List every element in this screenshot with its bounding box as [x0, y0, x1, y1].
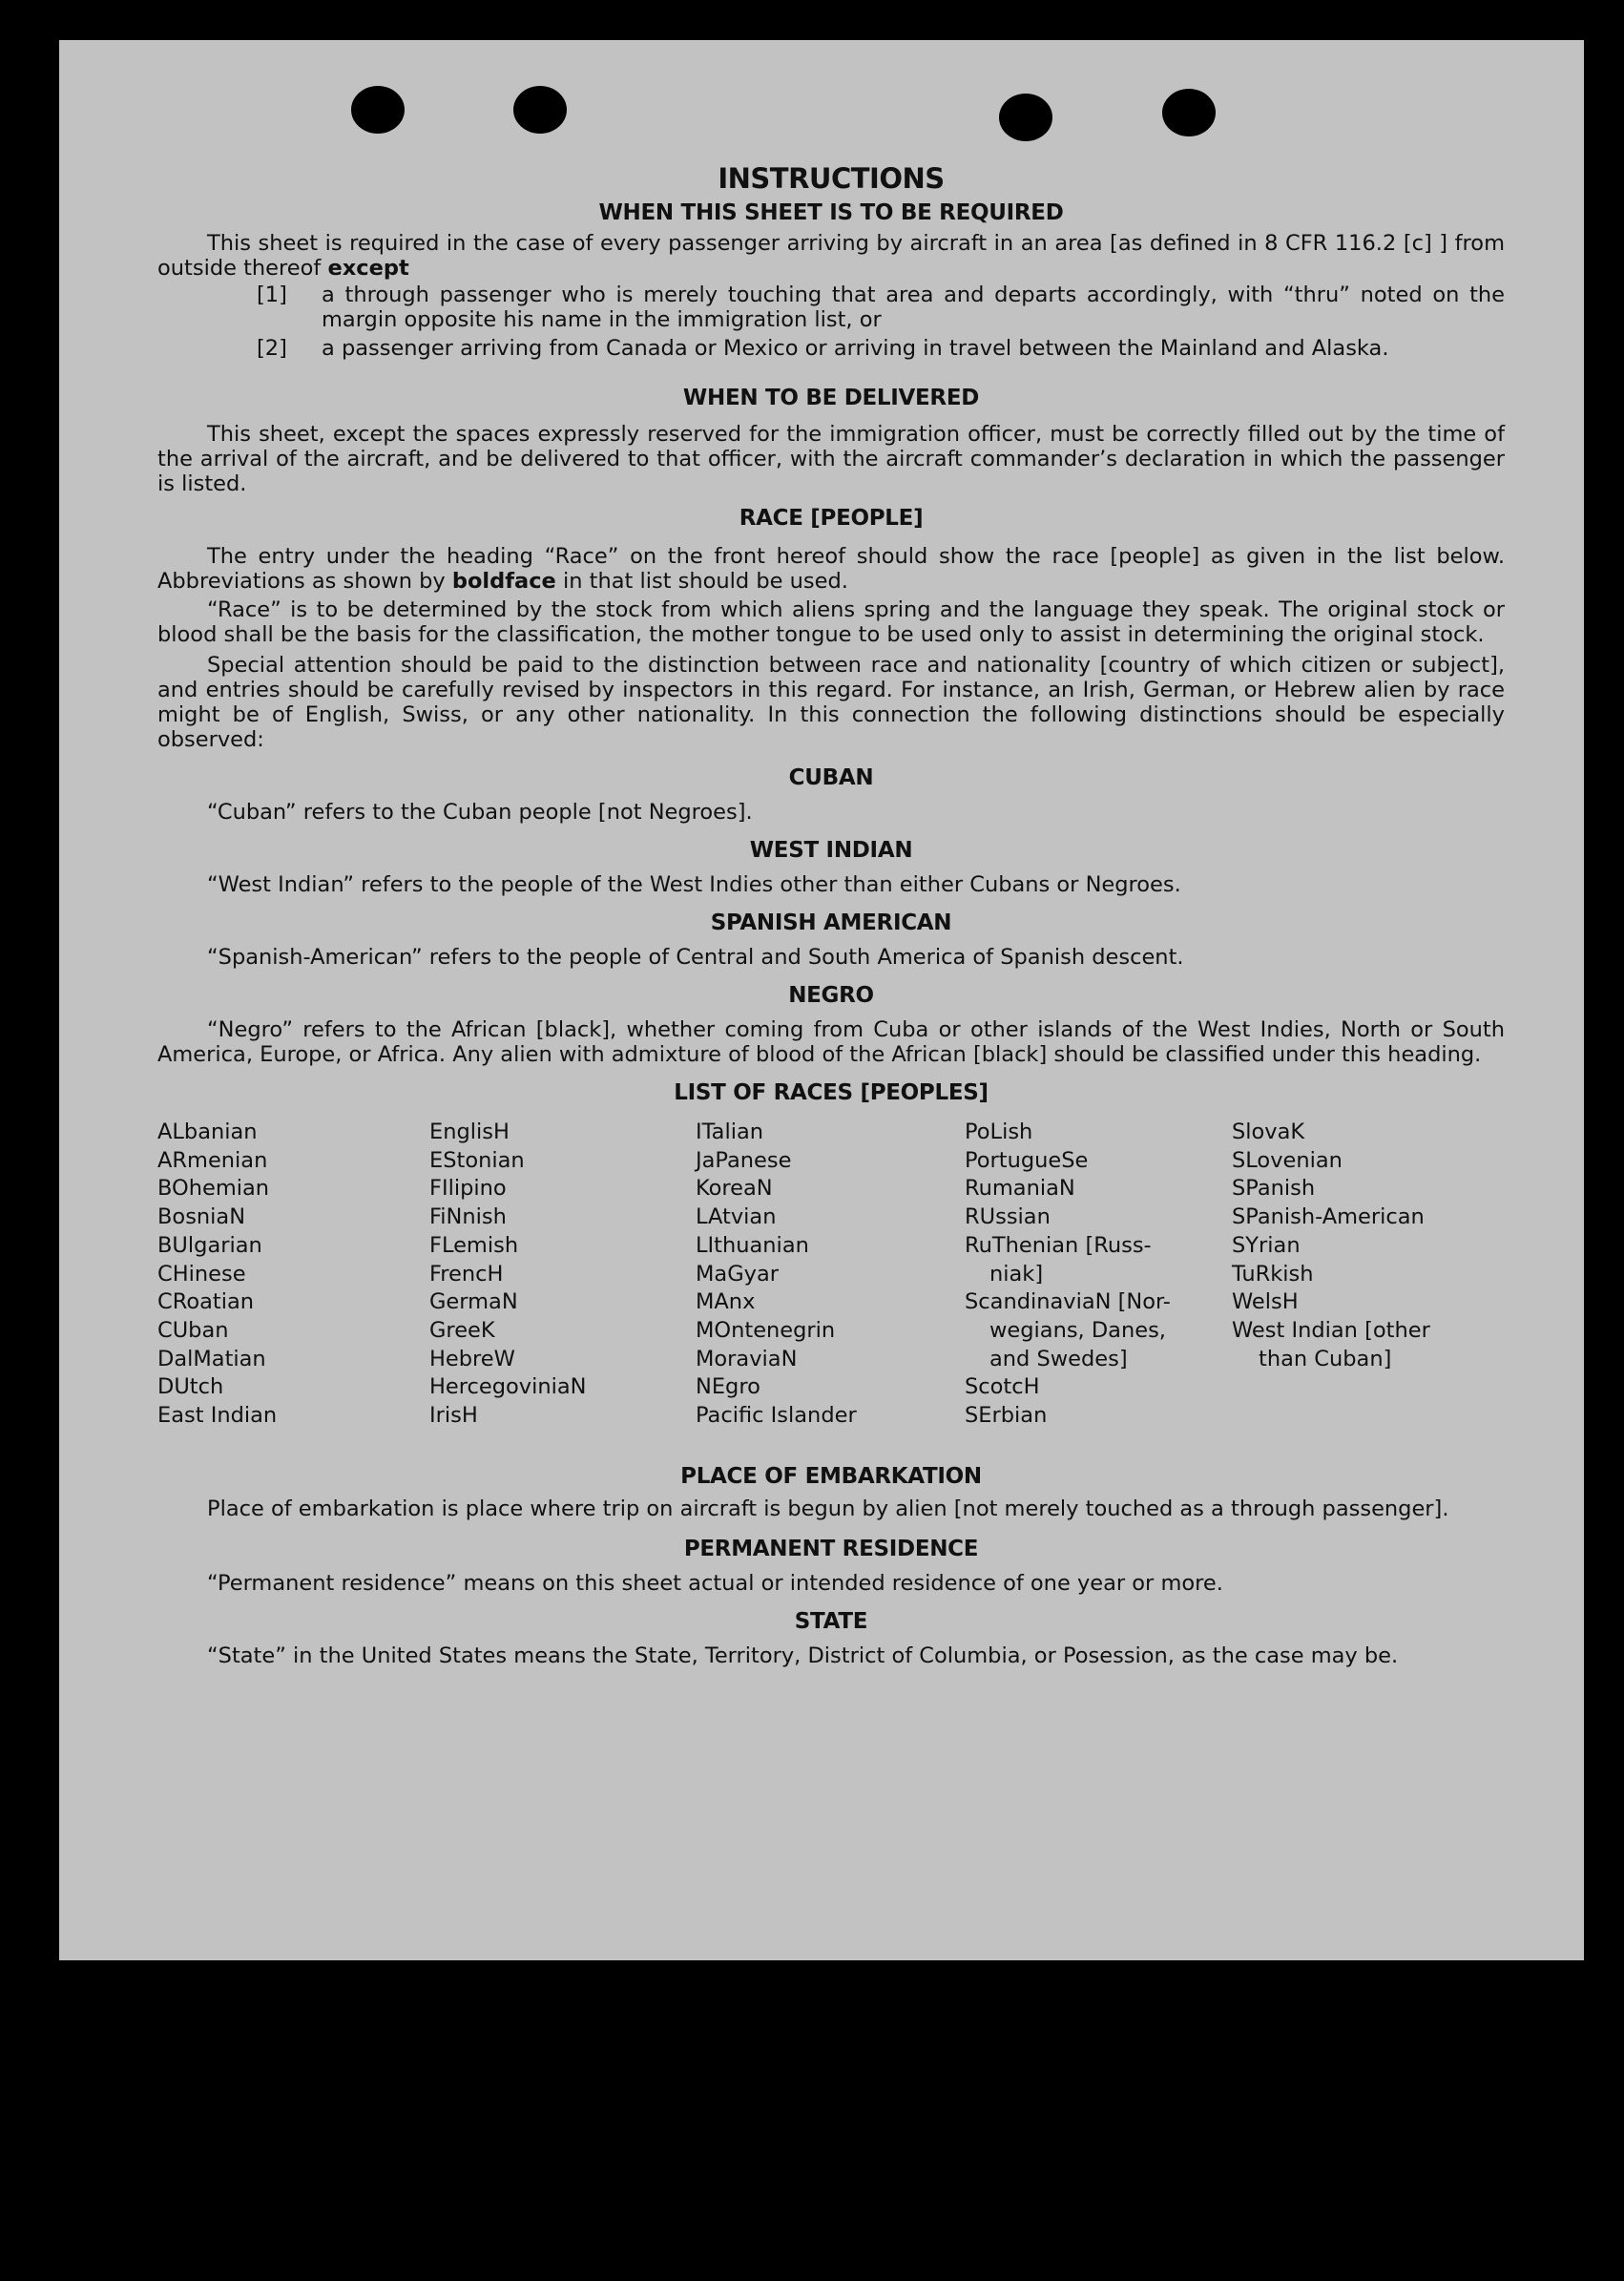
spanish-american-text: “Spanish-American” refers to the people of Central and South America of Spanish descent.: [207, 945, 1184, 970]
race-entry: EnglisH: [429, 1120, 510, 1144]
page-title: INSTRUCTIONS: [718, 162, 945, 195]
races-column: [429, 1119, 586, 1431]
race-entry: ALbanian: [157, 1120, 258, 1144]
race-paragraph-1: [157, 544, 1505, 594]
race-entry: RumaniaN: [965, 1176, 1075, 1202]
item-number: [1]: [257, 283, 287, 307]
punch-hole: [999, 94, 1052, 141]
race-entry: FiNnish: [429, 1204, 507, 1230]
race-entry: MaGyar: [696, 1261, 779, 1287]
west-indian-text: “West Indian” refers to the people of the West Indies other than either Cubans or Negroes.: [207, 872, 1181, 897]
race-entry: GermaN: [429, 1289, 518, 1315]
punch-hole: [513, 86, 567, 134]
heading-state: STATE: [794, 1609, 868, 1634]
heading-west-indian: WEST INDIAN: [749, 838, 913, 863]
item-text: a passenger arriving from Canada or Mexico or arriving in travel between the Mainland and Alaska.: [322, 336, 1389, 361]
item-number: [2]: [257, 336, 287, 361]
race-entry: FrencH: [429, 1261, 504, 1287]
race-entry: BosniaN: [157, 1204, 246, 1230]
race-entry: WelsH: [1232, 1289, 1299, 1315]
race-entry: LIthuanian: [696, 1232, 809, 1258]
punch-hole: [1162, 89, 1216, 136]
race-paragraph-2: “Race” is to be determined by the stock from which aliens spring and the language they speak. The original stock or blood shall be the basis for the classification, the mother tongue to be used only to assist in determining the original stock.: [157, 597, 1505, 647]
negro-text: “Negro” refers to the African [black], whether coming from Cuba or other islands of the West Indies, North or South America, Europe, or Africa. Any alien with admixture of blood of the African [black] should be classified under this heading.: [157, 1017, 1505, 1067]
race-entry: RUssian: [965, 1204, 1051, 1230]
race-entry: HebreW: [429, 1346, 515, 1371]
when-delivered-text: This sheet, except the spaces expressly reserved for the immigration officer, must be correctly filled out by the time of the arrival of the aircraft, and be delivered to that officer, with the aircraft commander’s declaration in which the passenger is listed.: [157, 422, 1505, 496]
race-entry: NEgro: [696, 1374, 760, 1400]
item-text: a through passenger who is merely touching that area and departs accordingly, with “thru” noted on the margin opposite his name in the immigration list, or: [322, 283, 1505, 332]
race-entry: DUtch: [157, 1374, 224, 1400]
punch-hole: [351, 86, 405, 134]
races-column: [1232, 1119, 1430, 1373]
race-entry: CHinese: [157, 1261, 246, 1287]
race-entry: Pacific Islander: [696, 1403, 857, 1429]
race-entry: PoLish: [965, 1120, 1033, 1144]
race-entry: than Cuban]: [1259, 1346, 1392, 1371]
race-entry: East Indian: [157, 1403, 278, 1429]
document-page: [59, 40, 1584, 1960]
race-entry: niak]: [989, 1261, 1044, 1287]
race-entry: CRoatian: [157, 1289, 255, 1315]
race-entry: PortugueSe: [965, 1147, 1089, 1173]
race-entry: TuRkish: [1232, 1261, 1314, 1287]
race-entry: FIlipino: [429, 1176, 507, 1202]
race-entry: FLemish: [429, 1232, 519, 1258]
list-item: [157, 283, 1505, 332]
race-entry: SPanish-American: [1232, 1204, 1425, 1230]
race-entry: ARmenian: [157, 1147, 268, 1173]
intro-text: This sheet is required in the case of every passenger arriving by aircraft in an area [as defined in 8 CFR 116.2 [c] ] from outside thereof: [157, 231, 1505, 281]
heading-when-delivered: WHEN TO BE DELIVERED: [682, 386, 980, 410]
race-entry: ScotcH: [965, 1374, 1040, 1400]
race-entry: CUban: [157, 1317, 229, 1343]
heading-permanent-residence: PERMANENT RESIDENCE: [683, 1537, 979, 1561]
race-paragraph-3: Special attention should be paid to the distinction between race and nationality [country of which citizen or subject], and entries should be carefully revised by inspectors in this regard. For instance, an Irish, German, or Hebrew alien by race might be of English, Swiss, or any other nationality. In this connection the following distinctions should be especially observed:: [157, 653, 1505, 752]
races-column: [696, 1119, 857, 1431]
race-entry: wegians, Danes,: [989, 1317, 1166, 1343]
heading-list-of-races: LIST OF RACES [PEOPLES]: [674, 1080, 989, 1105]
race-entry: MAnx: [696, 1289, 756, 1315]
race-p1-text-end: in that list should be used.: [555, 569, 848, 594]
race-entry: MoraviaN: [696, 1346, 798, 1371]
race-entry: EStonian: [429, 1147, 525, 1173]
embarkation-text: Place of embarkation is place where trip on aircraft is begun by alien [not merely touched as a through passenger].: [207, 1496, 1449, 1521]
race-entry: BUlgarian: [157, 1232, 262, 1258]
race-entry: KoreaN: [696, 1176, 773, 1202]
heading-when-required: WHEN THIS SHEET IS TO BE REQUIRED: [598, 200, 1064, 225]
race-entry: JaPanese: [696, 1147, 792, 1173]
race-entry: and Swedes]: [989, 1346, 1128, 1371]
instructions-body: [157, 162, 1505, 1668]
race-entry: SErbian: [965, 1403, 1048, 1429]
race-entry: MOntenegrin: [696, 1317, 836, 1343]
race-entry: ITalian: [696, 1120, 763, 1144]
race-entry: SLovenian: [1232, 1147, 1343, 1173]
heading-spanish-american: SPANISH AMERICAN: [710, 910, 952, 935]
intro-bold: except: [327, 256, 409, 281]
race-entry: GreeK: [429, 1317, 495, 1343]
races-column: [157, 1119, 277, 1431]
races-table: [157, 1119, 1505, 1456]
when-required-intro: [157, 231, 1505, 281]
state-text: “State” in the United States means the State, Territory, District of Columbia, or Posession, as the case may be.: [207, 1643, 1399, 1668]
race-entry: RuThenian [Russ-: [965, 1232, 1152, 1258]
race-p1-text: The entry under the heading “Race” on the front hereof should show the race [people] as given in the list below. Abbreviations as shown by: [157, 544, 1505, 594]
race-entry: West Indian [other: [1232, 1317, 1430, 1343]
race-entry: SlovaK: [1232, 1120, 1305, 1144]
races-column: [965, 1119, 1171, 1431]
race-entry: ScandinaviaN [Nor-: [965, 1289, 1171, 1315]
race-p1-bold: boldface: [451, 569, 556, 594]
residence-text: “Permanent residence” means on this sheet actual or intended residence of one year or more.: [207, 1571, 1223, 1596]
race-entry: SYrian: [1232, 1232, 1301, 1258]
cuban-text: “Cuban” refers to the Cuban people [not Negroes].: [207, 800, 753, 825]
race-entry: HercegoviniaN: [429, 1374, 587, 1400]
heading-embarkation: PLACE OF EMBARKATION: [680, 1464, 982, 1489]
heading-cuban: CUBAN: [788, 765, 874, 790]
list-item: [157, 336, 1505, 361]
race-entry: SPanish: [1232, 1176, 1316, 1202]
race-entry: DalMatian: [157, 1346, 266, 1371]
heading-race: RACE [PEOPLE]: [739, 506, 924, 531]
heading-negro: NEGRO: [788, 983, 874, 1008]
race-entry: LAtvian: [696, 1204, 777, 1230]
race-entry: BOhemian: [157, 1176, 270, 1202]
race-entry: IrisH: [429, 1403, 478, 1429]
